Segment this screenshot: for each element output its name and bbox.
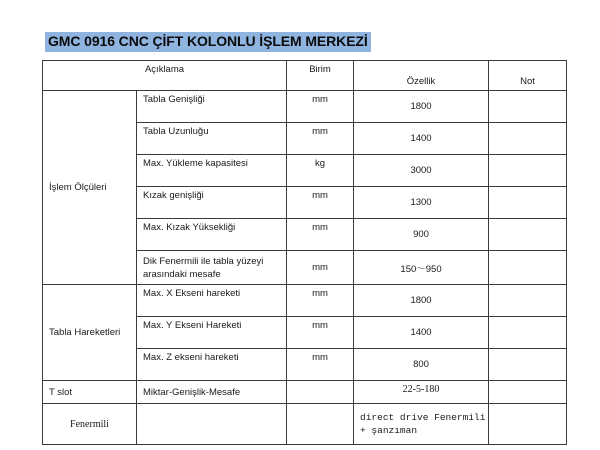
group-islem-olculeri: İşlem Ölçüleri [43,91,137,285]
row-value: 22-5-180 [354,381,489,404]
row-unit: kg [287,155,354,187]
row-label-line1: Dik Fenermili ile tabla yüzeyi [143,255,264,267]
row-value: 1400 [354,317,489,349]
row-note [489,251,567,285]
row-label: Tabla Genişliği [137,91,287,123]
group-fenermili: Fenermili [43,404,137,445]
row-unit: mm [287,91,354,123]
row-unit: mm [287,123,354,155]
row-label: Max. X Ekseni hareketi [137,285,287,317]
row-value-line2: + şanzıman [360,425,418,436]
header-ozellik: Özellik [354,61,489,91]
row-note [489,404,567,445]
spec-table [42,60,567,445]
row-label: Kızak genişliği [137,187,287,219]
row-unit: mm [287,349,354,381]
row-label: Max. Y Ekseni Hareketi [137,317,287,349]
document-title: GMC 0916 CNC ÇİFT KOLONLU İŞLEM MERKEZİ [45,32,371,52]
group-t-slot: T slot [43,381,137,404]
table-header-row [43,61,567,91]
row-value: 800 [354,349,489,381]
row-value: 1400 [354,123,489,155]
row-unit: mm [287,251,354,285]
row-unit: mm [287,285,354,317]
header-birim: Birim [287,61,354,91]
row-unit: mm [287,219,354,251]
row-note [489,155,567,187]
row-note [489,219,567,251]
row-note [489,285,567,317]
table-row [43,381,567,404]
row-label: Tabla Uzunluğu [137,123,287,155]
row-value: 3000 [354,155,489,187]
row-label: Miktar-Genişlik-Mesafe [137,381,287,404]
row-label [137,251,287,285]
row-label [137,404,287,445]
row-note [489,381,567,404]
row-note [489,123,567,155]
table-row [43,285,567,317]
row-value: 1300 [354,187,489,219]
header-aciklama: Açıklama [43,61,287,91]
row-unit [287,381,354,404]
table-row [43,404,567,445]
row-label: Max. Yükleme kapasitesi [137,155,287,187]
row-value [354,404,489,445]
row-value: 150～950 [354,251,489,285]
group-tabla-hareketleri: Tabla Hareketleri [43,285,137,381]
row-unit: mm [287,317,354,349]
header-not: Not [489,61,567,91]
row-note [489,91,567,123]
row-value: 1800 [354,285,489,317]
row-unit: mm [287,187,354,219]
row-value-line1: direct drive Fenermili [360,412,486,423]
table-row [43,91,567,123]
row-label-line2: arasındaki mesafe [143,268,221,280]
row-unit [287,404,354,445]
row-note [489,317,567,349]
row-note [489,349,567,381]
row-note [489,187,567,219]
row-value: 1800 [354,91,489,123]
row-label: Max. Kızak Yüksekliği [137,219,287,251]
row-label: Max. Z ekseni hareketi [137,349,287,381]
row-value: 900 [354,219,489,251]
